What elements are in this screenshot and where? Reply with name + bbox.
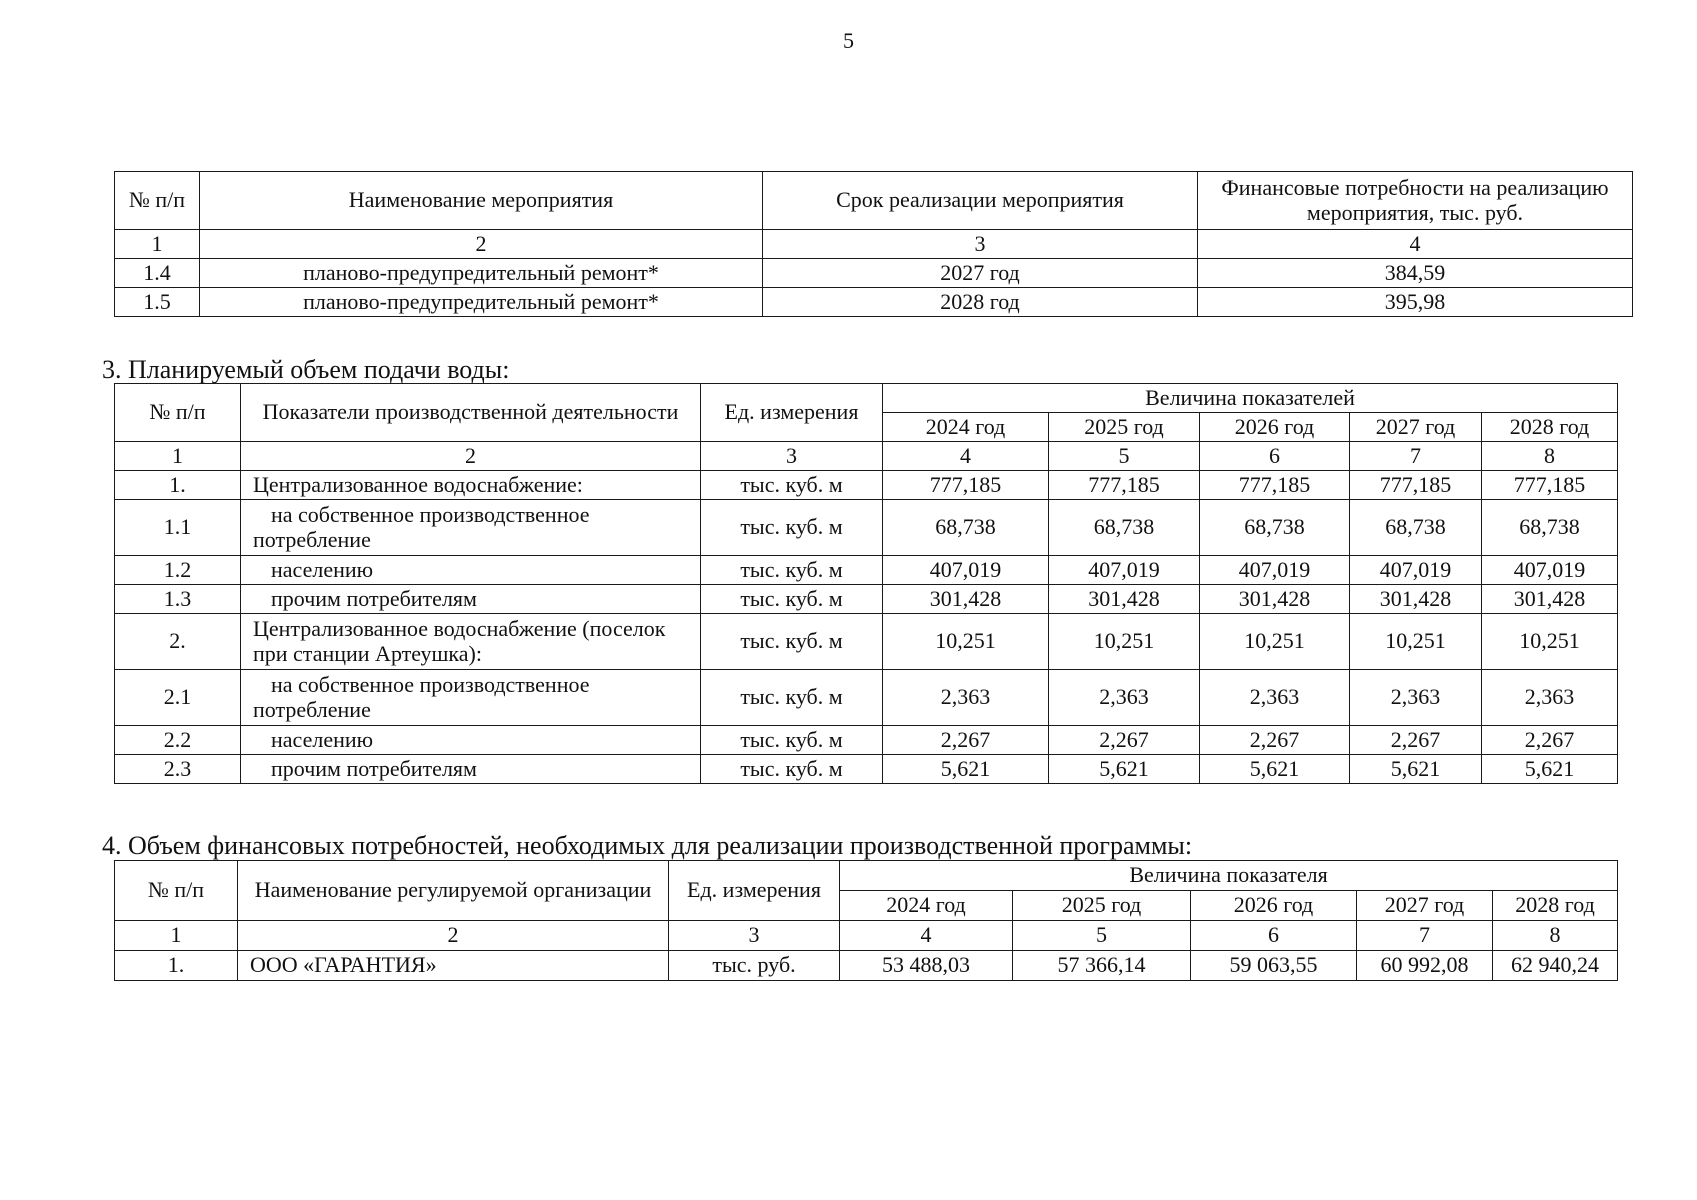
section-4-title: 4. Объем финансовых потребностей, необходимых для реализации производственной программы: [102,831,1193,860]
row-num: 1.5 [115,288,200,317]
column-number: 1 [115,230,200,259]
header-year: 2024 год [840,891,1013,921]
header-financial-needs: Финансовые потребности на реализацию мероприятия, тыс. руб. [1198,172,1633,230]
header-unit: Ед. измерения [701,384,883,442]
row-value: 407,019 [1482,556,1618,585]
column-number: 5 [1013,921,1191,951]
row-value: 777,185 [1482,471,1618,500]
row-indicator-name: прочим потребителям [241,755,701,784]
column-number-row [115,442,1618,471]
row-value: 301,428 [1049,585,1200,614]
header-year: 2027 год [1350,413,1482,442]
column-number: 6 [1191,921,1357,951]
column-number: 6 [1200,442,1350,471]
row-value: 777,185 [1200,471,1350,500]
column-number-row [115,921,1618,951]
row-num: 1.1 [115,500,241,556]
row-unit: тыс. куб. м [701,670,883,726]
row-value: 10,251 [1482,614,1618,670]
row-num: 2.2 [115,726,241,755]
row-activity-name: планово-предупредительный ремонт* [200,288,763,317]
column-number: 1 [115,921,238,951]
row-unit: тыс. руб. [669,951,840,981]
row-value: 5,621 [1482,755,1618,784]
row-value: 68,738 [1049,500,1200,556]
row-activity-name: планово-предупредительный ремонт* [200,259,763,288]
row-num: 2. [115,614,241,670]
row-value: 301,428 [1200,585,1350,614]
row-num: 1. [115,471,241,500]
header-values: Величина показателя [840,861,1618,891]
column-number: 3 [669,921,840,951]
header-num: № п/п [115,384,241,442]
page-number: 5 [843,28,854,53]
table-row [115,670,1618,726]
column-number: 7 [1357,921,1493,951]
row-value: 68,738 [1350,500,1482,556]
column-number: 4 [840,921,1013,951]
header-year: 2024 год [883,413,1049,442]
table-row [115,726,1618,755]
row-value: 2,363 [1049,670,1200,726]
header-year: 2025 год [1049,413,1200,442]
row-value: 301,428 [1482,585,1618,614]
row-value: 2,363 [883,670,1049,726]
row-value: 2,267 [1049,726,1200,755]
column-number: 1 [115,442,241,471]
row-value: 5,621 [1200,755,1350,784]
row-unit: тыс. куб. м [701,471,883,500]
row-indicator-name: прочим потребителям [241,585,701,614]
table-row [115,585,1618,614]
row-value: 2,363 [1482,670,1618,726]
header-year: 2028 год [1482,413,1618,442]
header-num: № п/п [115,861,238,921]
row-value: 2,267 [1350,726,1482,755]
column-number: 2 [241,442,701,471]
row-value: 68,738 [1200,500,1350,556]
row-value: 301,428 [883,585,1049,614]
row-value: 777,185 [883,471,1049,500]
row-value: 777,185 [1049,471,1200,500]
row-unit: тыс. куб. м [701,755,883,784]
header-term: Срок реализации мероприятия [763,172,1198,230]
row-value: 407,019 [883,556,1049,585]
row-value: 407,019 [1049,556,1200,585]
row-num: 1.2 [115,556,241,585]
table-row [115,500,1618,556]
header-indicator: Показатели производственной деятельности [241,384,701,442]
row-value: 10,251 [1200,614,1350,670]
row-num: 1. [115,951,238,981]
row-unit: тыс. куб. м [701,500,883,556]
row-value: 2,267 [1200,726,1350,755]
activities-table [114,171,1633,317]
row-indicator-name: Централизованное водоснабжение (поселок при станции Артеушка): [241,614,701,670]
table-row [115,755,1618,784]
row-cost: 384,59 [1198,259,1633,288]
table-row [115,259,1633,288]
header-values: Величина показателей [883,384,1618,413]
header-year: 2027 год [1357,891,1493,921]
column-number: 4 [1198,230,1633,259]
row-value: 57 366,14 [1013,951,1191,981]
header-num: № п/п [115,172,200,230]
column-number: 2 [238,921,669,951]
row-indicator-name: Централизованное водоснабжение: [241,471,701,500]
row-value: 407,019 [1200,556,1350,585]
row-unit: тыс. куб. м [701,614,883,670]
column-number: 3 [763,230,1198,259]
column-number: 4 [883,442,1049,471]
row-unit: тыс. куб. м [701,585,883,614]
row-value: 2,363 [1350,670,1482,726]
row-value: 5,621 [883,755,1049,784]
table-row [115,471,1618,500]
table-row [115,556,1618,585]
row-value: 5,621 [1350,755,1482,784]
section-3-title: 3. Планируемый объем подачи воды: [102,355,510,384]
table-header-row [115,172,1633,230]
row-indicator-name: населению [241,726,701,755]
header-year: 2026 год [1191,891,1357,921]
row-value: 10,251 [883,614,1049,670]
column-number: 2 [200,230,763,259]
header-year: 2025 год [1013,891,1191,921]
row-indicator-name: на собственное производственное потребление [241,670,701,726]
row-value: 68,738 [883,500,1049,556]
row-num: 2.1 [115,670,241,726]
row-organization-name: ООО «ГАРАНТИЯ» [238,951,669,981]
column-number: 5 [1049,442,1200,471]
header-unit: Ед. измерения [669,861,840,921]
row-value: 5,621 [1049,755,1200,784]
row-value: 407,019 [1350,556,1482,585]
financial-needs-table [114,860,1618,981]
header-organization: Наименование регулируемой организации [238,861,669,921]
column-number: 3 [701,442,883,471]
row-value: 59 063,55 [1191,951,1357,981]
row-num: 1.3 [115,585,241,614]
row-indicator-name: населению [241,556,701,585]
column-number: 7 [1350,442,1482,471]
row-value: 777,185 [1350,471,1482,500]
row-value: 62 940,24 [1493,951,1618,981]
row-value: 68,738 [1482,500,1618,556]
row-value: 10,251 [1049,614,1200,670]
table-header-row [115,384,1618,413]
column-number-row [115,230,1633,259]
row-value: 2,363 [1200,670,1350,726]
row-num: 1.4 [115,259,200,288]
row-term: 2028 год [763,288,1198,317]
column-number: 8 [1493,921,1618,951]
row-value: 2,267 [1482,726,1618,755]
water-supply-table [114,383,1618,784]
table-row [115,288,1633,317]
table-row [115,614,1618,670]
row-value: 53 488,03 [840,951,1013,981]
row-value: 2,267 [883,726,1049,755]
row-indicator-name: на собственное производственное потребление [241,500,701,556]
column-number: 8 [1482,442,1618,471]
table-row [115,951,1618,981]
row-unit: тыс. куб. м [701,556,883,585]
row-value: 10,251 [1350,614,1482,670]
row-unit: тыс. куб. м [701,726,883,755]
row-term: 2027 год [763,259,1198,288]
row-num: 2.3 [115,755,241,784]
row-cost: 395,98 [1198,288,1633,317]
header-year: 2026 год [1200,413,1350,442]
row-value: 60 992,08 [1357,951,1493,981]
table-header-row [115,861,1618,891]
header-year: 2028 год [1493,891,1618,921]
header-activity-name: Наименование мероприятия [200,172,763,230]
row-value: 301,428 [1350,585,1482,614]
